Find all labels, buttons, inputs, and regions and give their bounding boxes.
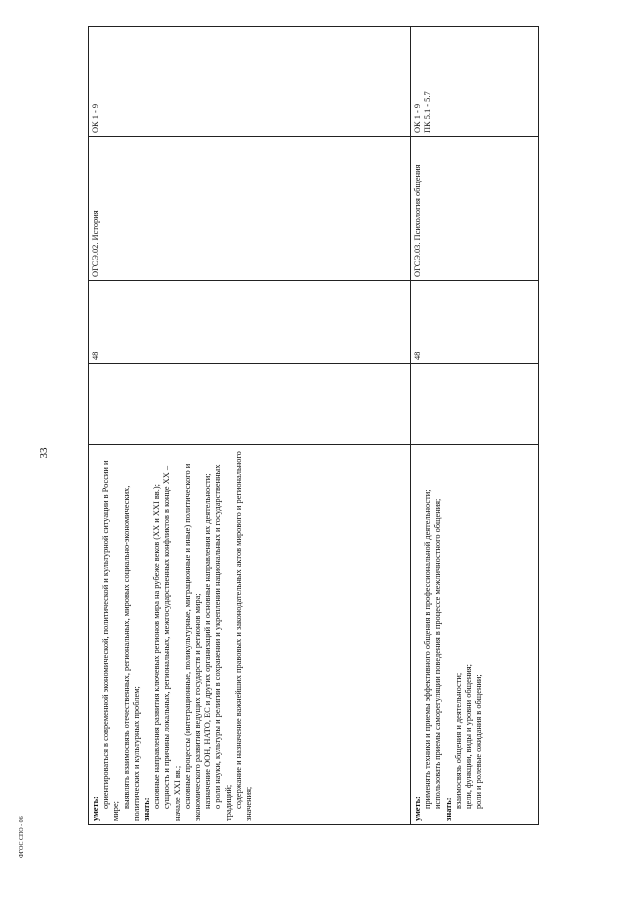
- content-line: ориентироваться в современной экономической, политической и культурной ситуации в России и мире;: [101, 460, 121, 821]
- page-number: 33: [38, 447, 50, 459]
- content-line: основные процессы (интеграционные, поликультурные, миграционные и иные) политического и экономического развития ведущих государств и регионов мира;: [182, 463, 203, 821]
- content-line: назначение ООН, НАТО, ЕС и других организаций и основные направления их деятельности;: [203, 473, 213, 809]
- content-line: взаимосвязь общения и деятельности;: [453, 672, 463, 809]
- content-line: применять техники и приемы эффективного общения в профессиональной деятельности;: [423, 489, 433, 809]
- footer-label: ФГОС СПО - 06: [19, 816, 25, 858]
- row-2-discipline: ОГСЭ.03. Психология общения: [411, 137, 539, 281]
- row-1-content: [89, 445, 411, 825]
- row-2-empty: [411, 364, 539, 445]
- row-1-hours: 48: [89, 281, 411, 364]
- content-line: уметь:: [413, 796, 422, 821]
- row-1-empty: [89, 364, 411, 445]
- table-row: [411, 27, 539, 825]
- competency-code: ОК 1 - 9: [91, 103, 100, 133]
- content-line: знать:: [443, 797, 453, 821]
- table-row: [89, 27, 411, 825]
- content-line: уметь:: [91, 796, 100, 821]
- competency-code: ПК 5.1 - 5.7: [423, 91, 433, 133]
- content-line: использовать приемы саморегуляции поведения в процессе межличностного общения;: [433, 498, 443, 809]
- content-line: основные направления развития ключевых регионов мира на рубеже веков (XX и XXI вв.);: [152, 484, 162, 809]
- content-line: о роли науки, культуры и религии в сохранении и укреплении национальных и государственных традиций;: [213, 464, 233, 821]
- content-line: содержание и назначение важнейших правовых и законодательных актов мирового и регионального значения;: [233, 451, 254, 821]
- content-line: роли и ролевые ожидания в общении;: [474, 674, 484, 809]
- row-2-content: [411, 445, 539, 825]
- content-line: выявлять взаимосвязь отечественных, региональных, мировых социально-экономических, политических и культурных проблем;: [121, 485, 141, 821]
- row-2-hours: 48: [411, 281, 539, 364]
- content-line: сущность и причины локальных, региональных, межгосударственных конфликтов в конце XX – начале XXI вв.;: [162, 465, 182, 821]
- disciplines-table-wrapper: [88, 27, 538, 825]
- row-1-discipline: ОГСЭ.02. История: [89, 137, 411, 281]
- row-1-competencies: [89, 27, 411, 137]
- competency-code: ОК 1 - 9: [413, 103, 422, 133]
- disciplines-table: [88, 26, 539, 825]
- content-line: знать:: [142, 797, 152, 821]
- row-2-competencies: [411, 27, 539, 137]
- content-line: цели, функции, виды и уровни общения;: [464, 664, 474, 809]
